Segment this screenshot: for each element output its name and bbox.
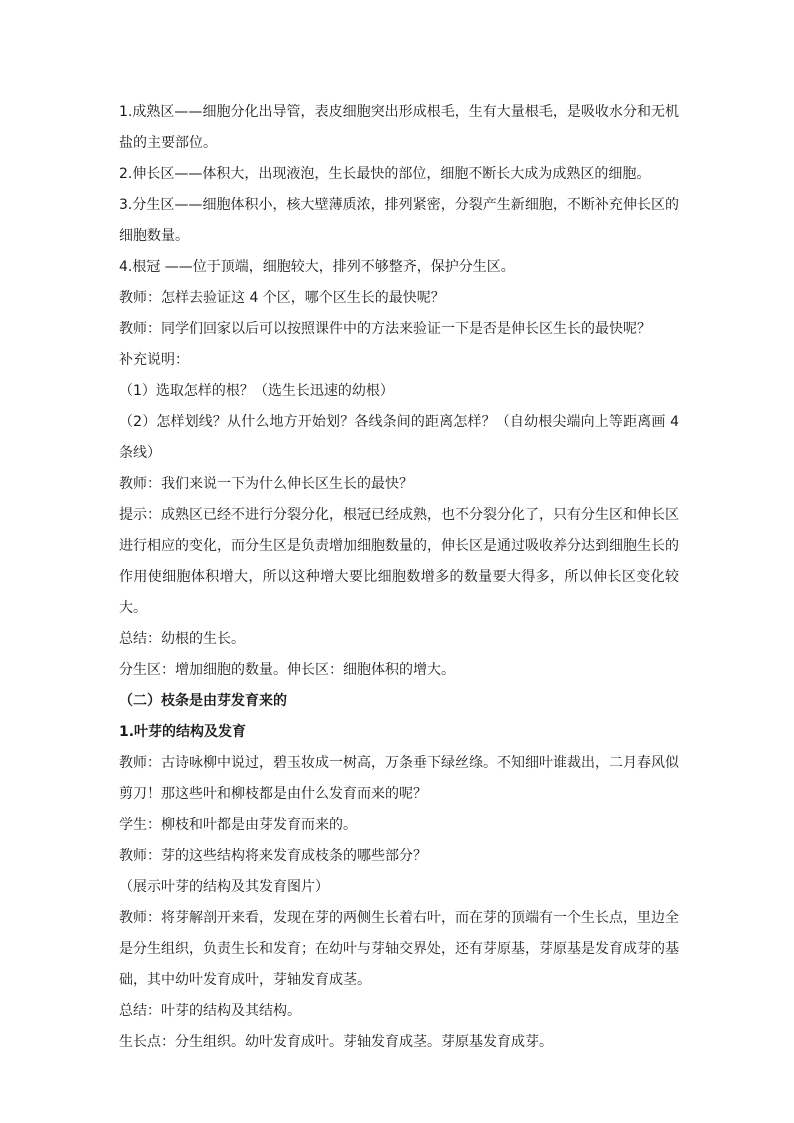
paragraph-student-answer: 学生：柳枝和叶都是由芽发育而来的。 — [119, 817, 357, 833]
paragraph-supplement-1: （1）选取怎样的根？（选生长迅速的幼根） — [119, 383, 394, 399]
subsection-heading-leaf-bud: 1.叶芽的结构及发育 — [119, 724, 247, 740]
paragraph-teacher-why: 教师：我们来说一下为什么伸长区生长的最快？ — [119, 476, 413, 492]
paragraph-meristem-zone: 3.分生区——细胞体积小，核大壁薄质浓，排列紧密，分裂产生新细胞，不断补充伸长区的细胞数量。 — [119, 197, 679, 244]
paragraph-teacher-dissect: 教师：将芽解剖开来看，发现在芽的两侧生长着右叶，而在芽的顶端有一个生长点，里边全是分生组织，负责生长和发育；在幼叶与芽轴交界处，还有芽原基，芽原基是发育成芽的基础，其中幼叶发育成叶，芽轴发育成茎。 — [119, 910, 679, 988]
paragraph-summary-bud: 总结：叶芽的结构及其结构。 — [119, 1003, 301, 1019]
paragraph-teacher-bud-question: 教师：芽的这些结构将来发育成枝条的哪些部分？ — [119, 848, 427, 864]
document-page — [119, 97, 679, 1058]
paragraph-root-cap: 4.根冠 ——位于顶端，细胞较大，排列不够整齐，保护分生区。 — [119, 259, 515, 275]
paragraph-show-image: （展示叶芽的结构及其发育图片） — [119, 879, 329, 895]
paragraph-supplement-2: （2）怎样划线？从什么地方开始划？各线条间的距离怎样？（自幼根尖端向上等距离画 4 条线） — [119, 414, 679, 461]
paragraph-elongation-zone: 2.伸长区——体积大，出现液泡，生长最快的部位，细胞不断长大成为成熟区的细胞。 — [119, 166, 651, 182]
paragraph-supplement-label: 补充说明： — [119, 352, 189, 368]
paragraph-hint: 提示：成熟区已经不进行分裂分化，根冠已经成熟，也不分裂分化了，只有分生区和伸长区进行相应的变化，而分生区是负责增加细胞数量的，伸长区是通过吸收养分达到细胞生长的作用使细胞体积增大，所以这种增大要比细胞数增多的数量要大得多，所以伸长区变化较大。 — [119, 507, 679, 616]
paragraph-teacher-homework: 教师：同学们回家以后可以按照课件中的方法来验证一下是否是伸长区生长的最快呢？ — [119, 321, 651, 337]
paragraph-growth-point: 生长点：分生组织。幼叶发育成叶。芽轴发育成茎。芽原基发育成芽。 — [119, 1034, 553, 1050]
paragraph-teacher-poem: 教师：古诗咏柳中说过，碧玉妆成一树高，万条垂下绿丝绦。不知细叶谁裁出，二月春风似剪刀！那这些叶和柳枝都是由什么发育而来的呢？ — [119, 755, 679, 802]
paragraph-maturation-zone: 1.成熟区——细胞分化出导管，表皮细胞突出形成根毛，生有大量根毛，是吸收水分和无机盐的主要部位。 — [119, 104, 679, 151]
paragraph-summary-root: 总结：幼根的生长。 — [119, 631, 245, 647]
paragraph-teacher-question: 教师：怎样去验证这 4 个区，哪个区生长的最快呢？ — [119, 290, 445, 306]
section-heading-branch: （二）枝条是由芽发育来的 — [119, 693, 287, 709]
paragraph-zone-summary: 分生区：增加细胞的数量。伸长区：细胞体积的增大。 — [119, 662, 455, 678]
